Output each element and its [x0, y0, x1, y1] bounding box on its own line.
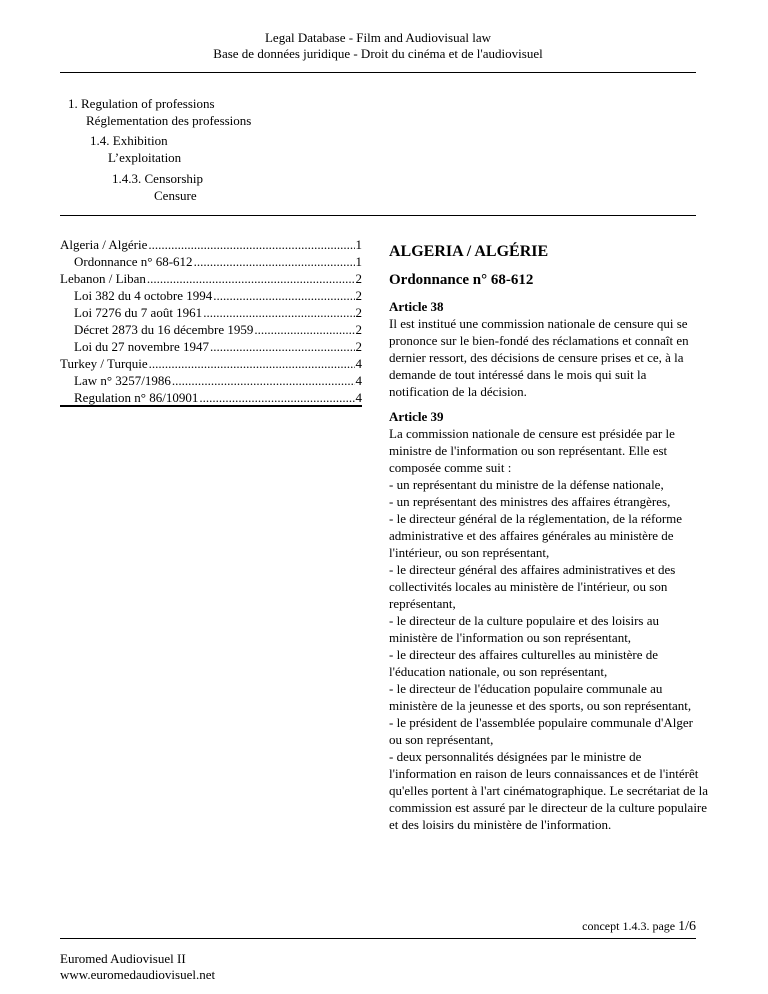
footer	[60, 951, 215, 983]
article-title: Article 39	[389, 409, 444, 424]
toc-leader-dots	[149, 355, 355, 372]
category-level3-fr: Censure	[154, 188, 197, 203]
toc-leader-dots	[199, 389, 354, 406]
article-title: Article 38	[389, 299, 444, 314]
category-level2	[90, 132, 181, 166]
page-number	[582, 919, 696, 935]
table-of-contents	[60, 236, 362, 406]
main-content	[389, 242, 709, 841]
toc-entry-label: Loi 382 du 4 octobre 1994	[74, 288, 213, 303]
toc-entry[interactable]	[60, 389, 362, 406]
header-rule	[60, 72, 696, 73]
category-level1	[68, 95, 251, 129]
toc-entry[interactable]	[60, 338, 362, 355]
article-paragraph: - le directeur général des affaires administratives et des collectivités locales au ministère de l'intérieur, ou son représentant,	[389, 562, 676, 611]
toc-entry-page: 1	[355, 254, 362, 269]
toc-entry-page: 1	[355, 237, 362, 252]
toc-entry-page: 2	[355, 322, 362, 337]
category-level2-en: 1.4. Exhibition	[90, 133, 168, 148]
category-level2-fr: L’exploitation	[108, 150, 182, 165]
article-paragraph: - le président de l'assemblée populaire communale d'Alger ou son représentant,	[389, 715, 693, 747]
toc-entry-page: 2	[355, 339, 362, 354]
toc-leader-dots	[147, 270, 355, 287]
article-paragraph: - le directeur de la culture populaire et des loisirs au ministère de l'information ou son représentant,	[389, 613, 660, 645]
category-rule	[60, 215, 696, 216]
article-paragraph: - le directeur des affaires culturelles au ministère de l'éducation nationale, ou son représentant,	[389, 647, 659, 679]
footer-org: Euromed Audiovisuel II	[60, 951, 186, 966]
toc-entry-page: 4	[355, 390, 362, 405]
toc-entry[interactable]	[60, 372, 362, 389]
toc-leader-dots	[213, 287, 354, 304]
toc-leader-dots	[210, 338, 354, 355]
toc-entry-label: Loi du 27 novembre 1947	[74, 339, 210, 354]
page-prefix: concept 1.4.3. page	[582, 919, 679, 933]
article	[389, 408, 709, 833]
toc-entry-page: 2	[355, 271, 362, 286]
header-title-fr: Base de données juridique - Droit du cinéma et de l'audiovisuel	[213, 46, 543, 61]
toc-entry-label: Law n° 3257/1986	[74, 373, 171, 388]
toc-entry-page: 4	[355, 356, 362, 371]
toc-entry-page: 2	[355, 305, 362, 320]
toc-leader-dots	[194, 253, 355, 270]
page-count: 1/6	[678, 919, 696, 934]
country-heading: ALGERIA / ALGÉRIE	[389, 243, 549, 260]
toc-leader-dots	[254, 321, 354, 338]
article-paragraph: - un représentant des ministres des affaires étrangères,	[389, 494, 671, 509]
article-paragraph: La commission nationale de censure est présidée par le ministre de l'information ou son représentant. Elle est composée comme suit :	[389, 426, 675, 475]
toc-entry[interactable]	[60, 236, 362, 253]
toc-entry[interactable]	[60, 321, 362, 338]
toc-entry[interactable]	[60, 253, 362, 270]
article-paragraph: - le directeur général de la réglementation, de la réforme administrative et des affaires générales au ministère de l'intérieur, ou son représentant,	[389, 511, 683, 560]
toc-entry[interactable]	[60, 355, 362, 372]
articles	[389, 298, 709, 833]
toc-entry-label: Loi 7276 du 7 août 1961	[74, 305, 203, 320]
toc-leader-dots	[172, 372, 355, 389]
article-paragraph: - deux personnalités désignées par le ministre de l'information en raison de leurs connaissances et de l'intérêt qu'elles portent à l'art cinématographique. Le secrétariat de la commission est assuré par le directeur de la culture populaire et des loisirs du ministère de l'information.	[389, 749, 709, 832]
header-title-en: Legal Database - Film and Audiovisual law	[264, 30, 491, 45]
footer-website[interactable]: www.euromedaudiovisuel.net	[60, 967, 216, 982]
article	[389, 298, 709, 400]
toc-entry-label: Ordonnance n° 68-612	[74, 254, 193, 269]
toc-rule	[60, 405, 362, 407]
toc-entry-label: Décret 2873 du 16 décembre 1959	[74, 322, 254, 337]
toc-entry[interactable]	[60, 304, 362, 321]
toc-entry-label: Regulation n° 86/10901	[74, 390, 199, 405]
toc-entry-label: Turkey / Turquie	[60, 356, 148, 371]
toc-entry[interactable]	[60, 270, 362, 287]
article-paragraph: Il est institué une commission nationale de censure qui se prononce sur le bien-fondé des réclamations et connaît en dernier ressort, des décisions de censure prises et ce, à la demande de tout intéressé dans le mois qui suit la notification de la décision.	[389, 316, 689, 399]
article-paragraph: - le directeur de l'éducation populaire communale au ministère de la jeunesse et des sports, ou son représentant,	[389, 681, 692, 713]
footer-rule	[60, 938, 696, 939]
toc-entry-label: Algeria / Algérie	[60, 237, 148, 252]
category-level1-fr: Réglementation des professions	[86, 113, 252, 128]
toc-leader-dots	[148, 236, 354, 253]
toc-entry-label: Lebanon / Liban	[60, 271, 146, 286]
law-heading: Ordonnance n° 68-612	[389, 272, 534, 288]
category-level3	[112, 170, 203, 204]
toc-leader-dots	[203, 304, 354, 321]
category-level1-en: 1. Regulation of professions	[68, 96, 215, 111]
category-level3-en: 1.4.3. Censorship	[112, 171, 203, 186]
page-header	[60, 30, 696, 62]
toc-entry-page: 4	[355, 373, 362, 388]
article-paragraph: - un représentant du ministre de la défense nationale,	[389, 477, 664, 492]
toc-entry[interactable]	[60, 287, 362, 304]
toc-entry-page: 2	[355, 288, 362, 303]
